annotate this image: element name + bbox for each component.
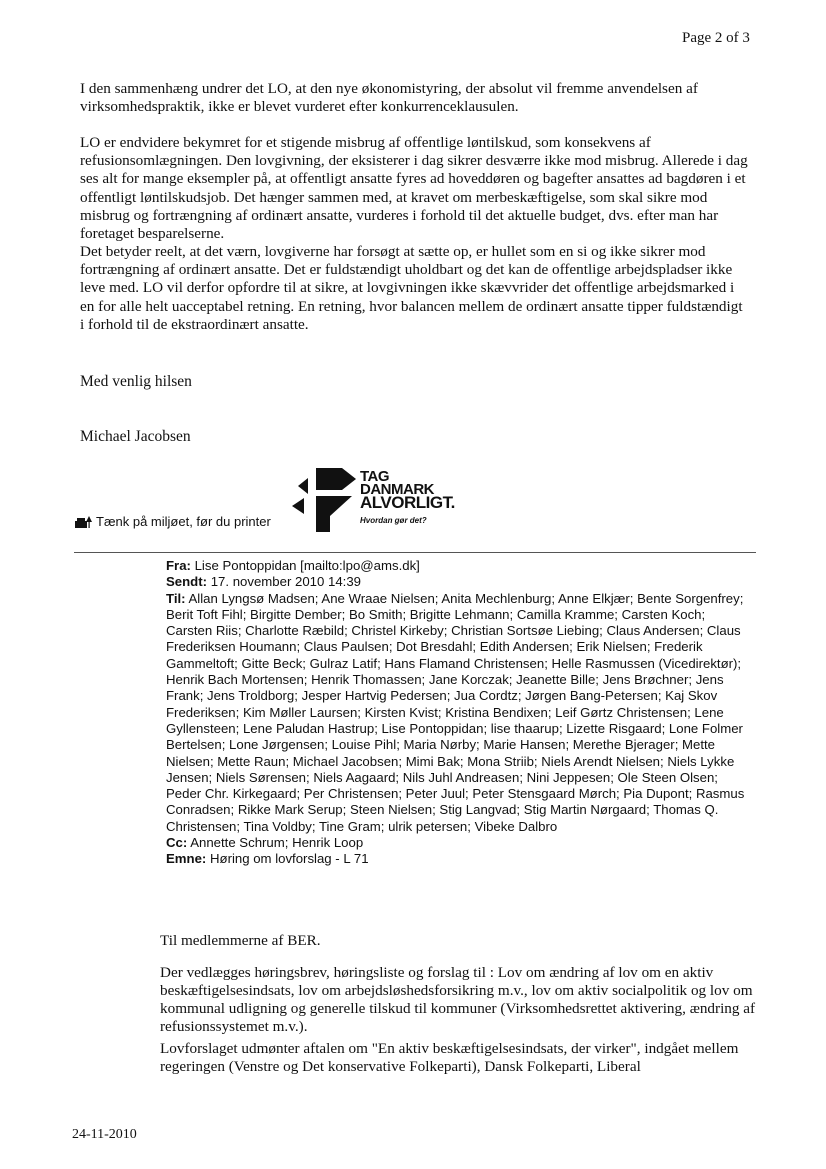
message-paragraph: Der vedlægges høringsbrev, høringsliste og forslag til : Lov om ændring af lov om en aktiv beskæftigelsesindsats, lov om arbejdsløshedsforsikring m.v., lov om aktiv socialpolitik og lov om kommunal udligning og generelle tilskud til kommuner (Virksomhedsrettet aktivering, ændring af refusionssystemet m.v.). [160, 964, 756, 1035]
page-number: Page 2 of 3 [682, 30, 750, 46]
eco-print-note [74, 514, 271, 529]
email-sent-row [166, 574, 748, 590]
email-header [166, 558, 748, 868]
email-from-row [166, 558, 748, 574]
sent-label: Sendt: [166, 574, 208, 590]
printer-tree-icon [74, 515, 92, 529]
email-to-row [166, 591, 748, 835]
letter-paragraph: I den sammenhæng undrer det LO, at den nye økonomistyring, der absolut vil fremme anvendelsen af virksomhedspraktik, ikke er blevet vurderet efter konkurrenceklausulen. [80, 80, 698, 116]
subject-label: Emne: [166, 851, 207, 867]
subject-value: Høring om lovforslag - L 71 [209, 851, 369, 867]
from-label: Fra: [166, 558, 191, 573]
message-greeting: Til medlemmerne af BER. [160, 932, 321, 949]
divider [74, 552, 756, 553]
footer-date: 24-11-2010 [72, 1127, 137, 1142]
letter-closing: Med venlig hilsen [80, 373, 192, 390]
email-subject-row [166, 851, 748, 867]
logo-line-2: DANMARK [360, 481, 434, 498]
eco-print-text: Tænk på miljøet, før du printer [96, 514, 271, 529]
logo-slogan: Hvordan gør det? [360, 516, 427, 525]
letter-paragraph: Det betyder reelt, at det værn, lovgiverne har forsøgt at sætte op, er hullet som en si og ikke sikrer mod fortrængning af ordinært ansatte. Det er fuldstændigt uholdbart og det kan de offentlige arbejdspladser ikke leve med. LO vil derfor opfordre til at sikre, at lovgivningen ikke skævvrider det offentlige arbejdsmarked i en for alle helt uacceptabel retning. En retning, hvor balancen mellem de ordinært ansatte tipper fuldstændigt i forhold til de ekstraordinært ansatte. [80, 243, 743, 333]
email-cc-row [166, 835, 748, 851]
letter-signer: Michael Jacobsen [80, 428, 191, 445]
to-value: Allan Lyngsø Madsen; Ane Wraae Nielsen; Anita Mechlenburg; Anne Elkjær; Bente Sorgenfrey; Berit Toft Fihl; Birgitte Dember; Bo Smith; Brigitte Lehmann; Camilla Kramme; Carsten Koch; Carsten Riis; Charlotte Ræbild; Christel Kirkeby; Christian Sortsøe Liebing; Claus Andersen; Claus Frederiksen Houmann; Claus Paulsen; Dot Bresdahl; Edith Andersen; Erik Nielsen; Frederik Gammeltoft; Gitte Beck; Gulraz Latif; Hans Flamand Christensen; Helle Rasmussen (Vicedirektør); Henrik Bach Mortensen; Henrik Thomassen; Jane Korczak; Jeanette Bille; Jens Brøchner; Jens Frank; Jens Troldborg; Jesper Hartvig Pedersen; Jua Cordtz; Jørgen Bang-Petersen; Kaj Skov Frederiksen; Kim Møller Laursen; Kirsten Kvist; Kristina Bendixen; Leif Gørtz Christensen; Lene Gyllensteen; Lene Paludan Hastrup; Lise Pontoppidan; lise thaarup; Lizette Risgaard; Lone Folmer Bertelsen; Lone Jørgensen; Louise Pihl; Maria Nørby; Marie Hansen; Merethe Bjerager; Mette Nielsen; Mette Raun; Michael Jacobsen; Mimi Bak; Mona Striib; Niels Arendt Nielsen; Niels Lykke Jensen; Niels Sørensen; Niels Aagaard; Nils Juhl Andreasen; Nini Jeppesen; Ole Steen Olsen; Peder Chr. Kirkegaard; Per Christensen; Peter Juul; Peter Stensgaard Mørch; Pia Dupont; Rasmus Conradsen; Rikke Mark Serup; Steen Nielsen; Stig Langvad; Stig Martin Nørgaard; Thomas Q. Christensen; Tina Voldby; Tine Gram; ulrik petersen; Vibeke Dalbro [166, 590, 745, 834]
cc-label: Cc: [166, 835, 188, 851]
logo-line-3: ALVORLIGT. [360, 493, 455, 512]
from-value: Lise Pontoppidan [mailto:lpo@ams.dk] [194, 558, 420, 573]
letter-paragraph: LO er endvidere bekymret for et stigende misbrug af offentlige løntilskud, som konsekvens af refusionsomlægningen. Den lovgivning, der eksisterer i dag sikrer desværre ikke mod misbrug. Allerede i dag ses alt for mange eksempler på, at offentligt ansatte fyres ad hoveddøren og bagefter ansattes ad bagdøren i et offentligt løntilskudsjob. Det hænger sammen med, at kravet om merbeskæftigelse, som skal sikre mod misbrug og fortrængning af ordinært ansatte, vurderes i forhold til det aktuelle budget, dvs. efter man har foretaget besparelserne. [80, 134, 748, 243]
cc-value: Annette Schrum; Henrik Loop [190, 835, 364, 851]
flag-arrows-icon [290, 466, 358, 532]
sent-value: 17. november 2010 14:39 [210, 574, 362, 590]
to-label: Til: [166, 590, 186, 606]
tag-danmark-logo [290, 466, 460, 536]
message-paragraph: Lovforslaget udmønter aftalen om "En aktiv beskæftigelsesindsats, der virker", indgået mellem regeringen (Venstre og Det konservative Folkeparti), Dansk Folkeparti, Liberal [160, 1040, 739, 1075]
logo-line-1: TAG [360, 468, 390, 485]
